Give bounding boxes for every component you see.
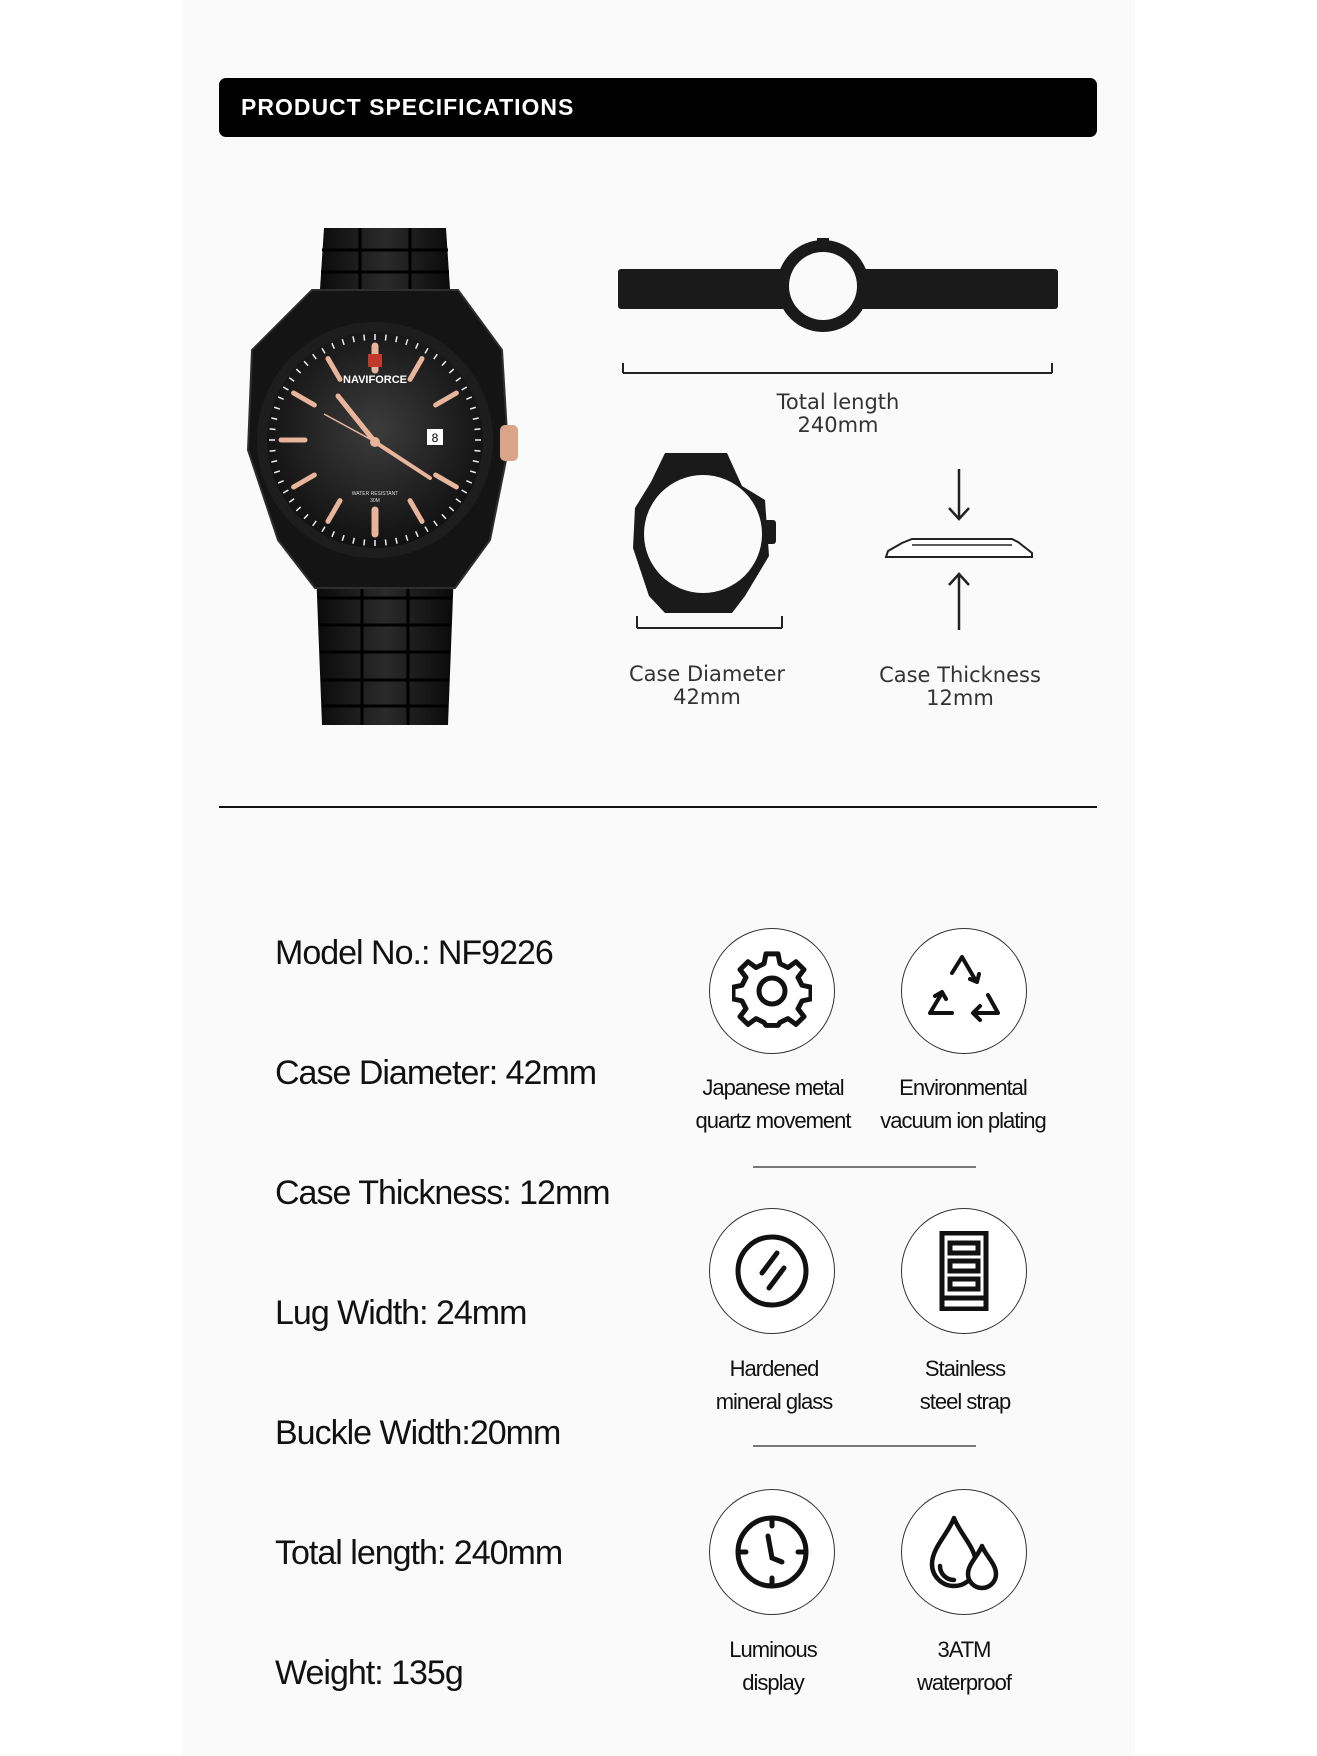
feature-strap-label: Stainless steel strap: [919, 1356, 1011, 1414]
spec-buckle-width: Buckle Width:20mm: [275, 1414, 561, 1452]
watch-image: [240, 220, 550, 740]
right-margin: [1135, 0, 1317, 1756]
case-thickness-diagram: [882, 465, 1042, 635]
date-window: 8: [431, 431, 439, 445]
spec-banner-title: PRODUCT SPECIFICATIONS: [241, 94, 575, 120]
feature-glass-label: Hardened mineral glass: [715, 1356, 833, 1414]
recycle-icon: [924, 951, 1004, 1031]
feature-movement-label: Japanese metal quartz movement: [695, 1075, 851, 1133]
case-thickness-value: 12mm: [926, 686, 994, 710]
glass-icon: [732, 1231, 812, 1311]
spec-banner: [219, 78, 1097, 137]
case-thickness-caption: [860, 664, 1060, 710]
feature-luminous-label: Luminous display: [729, 1637, 817, 1695]
feature-divider: [753, 1445, 976, 1447]
left-margin: [0, 0, 182, 1756]
section-divider: [219, 806, 1097, 808]
watch-brand: NAVIFORCE: [343, 374, 407, 386]
minute-tick: [474, 429, 480, 430]
spec-case-thickness: Case Thickness: 12mm: [275, 1174, 610, 1212]
feature-strap: [901, 1208, 1027, 1334]
minute-tick: [385, 539, 386, 545]
spec-model: Model No.: NF9226: [275, 934, 553, 972]
water-drops-icon: [924, 1512, 1004, 1592]
feature-divider: [753, 1166, 976, 1168]
minute-tick: [385, 335, 386, 341]
minute-tick: [474, 450, 480, 451]
feature-waterproof-label: 3ATM waterproof: [917, 1637, 1011, 1695]
feature-plating-label: Environmental vacuum ion plating: [880, 1075, 1046, 1133]
arrow-down-icon: [949, 469, 969, 519]
lower-bracelet: [316, 570, 454, 725]
minute-tick: [364, 539, 365, 545]
case-diameter-value: 42mm: [673, 685, 741, 709]
feature-glass: [709, 1208, 835, 1334]
arrow-up-icon: [949, 574, 969, 630]
gear-icon: [732, 951, 812, 1031]
spec-case-diameter: Case Diameter: 42mm: [275, 1054, 597, 1092]
strap-icon: [924, 1231, 1004, 1311]
spec-total-length: Total length: 240mm: [275, 1534, 563, 1572]
feature-waterproof: [901, 1489, 1027, 1615]
clock-icon: [732, 1512, 812, 1592]
minute-tick: [364, 335, 365, 341]
watch-crown: [500, 425, 518, 461]
feature-movement: [709, 928, 835, 1054]
dial-water-text: WATER RESISTANT: [351, 491, 399, 497]
total-length-diagram: [615, 235, 1060, 375]
feature-plating: [901, 928, 1027, 1054]
total-length-value: 240mm: [797, 413, 879, 437]
case-diameter-label: Case Diameter: [628, 662, 786, 686]
spec-weight: Weight: 135g: [275, 1654, 463, 1692]
minute-tick: [270, 450, 276, 451]
feature-luminous: [709, 1489, 835, 1615]
spec-lug-width: Lug Width: 24mm: [275, 1294, 527, 1332]
case-diameter-diagram: [627, 448, 797, 632]
total-length-label: Total length: [776, 390, 900, 414]
case-diameter-caption: [607, 663, 807, 709]
total-length-caption: [738, 391, 938, 437]
minute-tick: [270, 429, 276, 430]
dial-depth-text: 30M: [370, 498, 380, 504]
case-thickness-label: Case Thickness: [879, 663, 1041, 687]
